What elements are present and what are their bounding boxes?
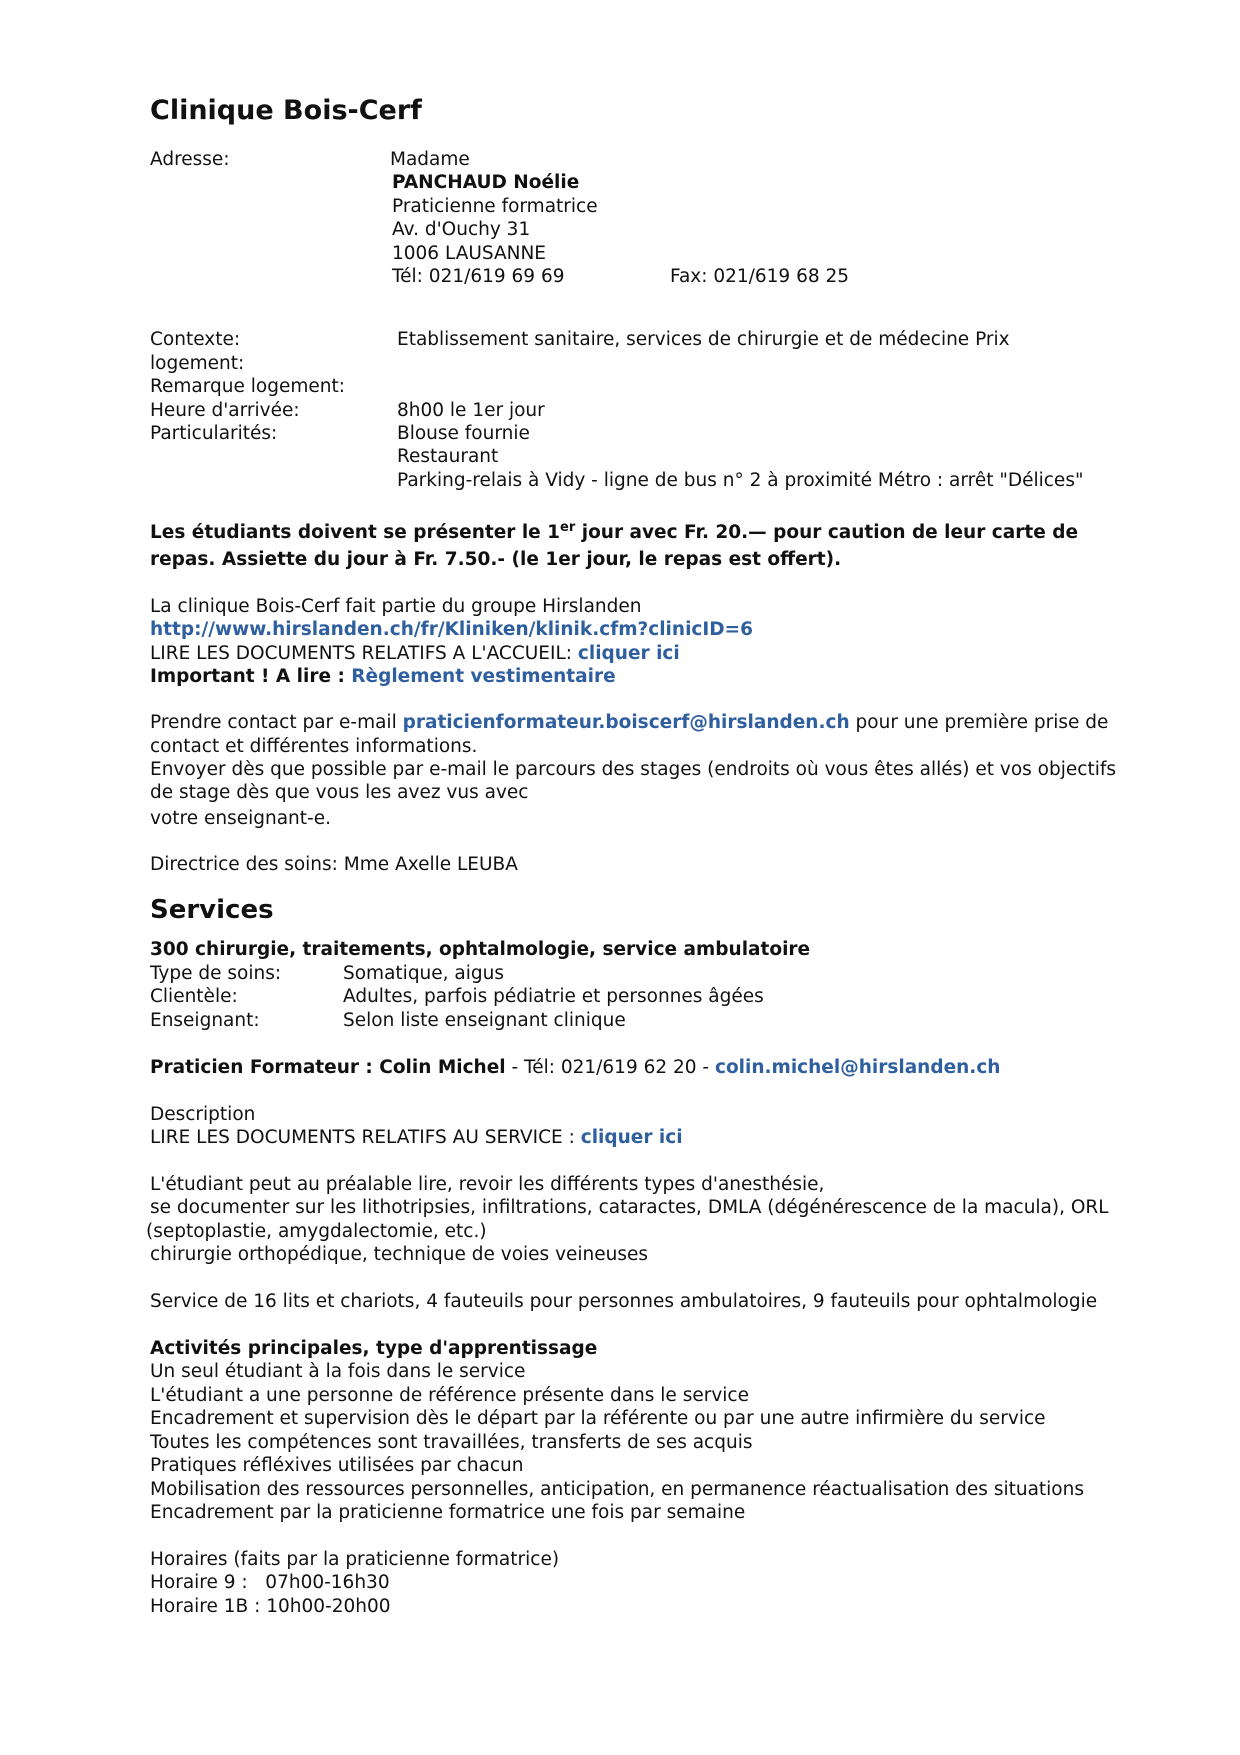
dress-code-link[interactable]: Règlement vestimentaire (351, 666, 616, 687)
caution-notice-line2: repas. Assiette du jour à Fr. 7.50.- (le 1er jour, le repas est offert). (150, 549, 842, 570)
clientele-label: Clientèle: (150, 986, 238, 1007)
activity-item: Encadrement et supervision dès le départ par la référente ou par une autre infirmière du service (150, 1408, 1046, 1429)
particularite-item: Blouse fournie (397, 423, 530, 444)
prep-line: chirurgie orthopédique, technique de voies veineuses (150, 1244, 649, 1265)
logement-label: logement: (150, 353, 245, 374)
address-fax: Fax: 021/619 68 25 (670, 266, 850, 287)
particularite-item: Restaurant (397, 446, 499, 467)
group-intro: La clinique Bois-Cerf fait partie du groupe Hirslanden (150, 596, 642, 617)
director-line: Directrice des soins: Mme Axelle LEUBA (150, 854, 518, 875)
service-docs-link[interactable]: cliquer ici (580, 1127, 683, 1148)
clinic-title: Clinique Bois-Cerf (150, 95, 422, 126)
contact-line3: Envoyer dès que possible par e-mail le parcours des stages (endroits où vous êtes allés) et vos objectifs (150, 759, 1116, 780)
activity-item: L'étudiant a une personne de référence présente dans le service (150, 1385, 749, 1406)
address-label: Adresse: (150, 149, 230, 170)
hours-item: Horaire 1B : 10h00-20h00 (150, 1596, 391, 1617)
type-soins-label: Type de soins: (150, 963, 282, 984)
praticien-formateur-line: Praticien Formateur : Colin Michel - Tél: 021/619 62 20 - colin.michel@hirslanden.ch (150, 1057, 1001, 1078)
arrival-label: Heure d'arrivée: (150, 400, 300, 421)
accueil-docs-link[interactable]: cliquer ici (577, 643, 680, 664)
address-role: Praticienne formatrice (392, 196, 598, 217)
hirslanden-url-link[interactable]: http://www.hirslanden.ch/fr/Kliniken/klinik.cfm?clinicID=6 (150, 619, 753, 640)
services-heading: Services (150, 895, 274, 925)
prep-line: (septoplastie, amygdalectomie, etc.) (146, 1221, 487, 1242)
activities-heading: Activités principales, type d'apprentissage (150, 1338, 598, 1359)
activity-item: Pratiques réfléxives utilisées par chacun (150, 1455, 524, 1476)
contact-line5: votre enseignant-e. (150, 808, 331, 829)
contexte-value: Etablissement sanitaire, services de chirurgie et de médecine Prix (397, 329, 1010, 350)
activity-item: Un seul étudiant à la fois dans le service (150, 1361, 526, 1382)
address-name: PANCHAUD Noélie (392, 172, 580, 193)
praticien-email-link[interactable]: praticienformateur.boiscerf@hirslanden.ch (402, 712, 850, 733)
address-phone: Tél: 021/619 69 69 (392, 266, 565, 287)
enseignant-label: Enseignant: (150, 1010, 260, 1031)
capacity-line: Service de 16 lits et chariots, 4 fauteuils pour personnes ambulatoires, 9 fauteuils pour ophtalmologie (150, 1291, 1098, 1312)
hours-item: Horaire 9 : 07h00-16h30 (150, 1572, 390, 1593)
service-docs-line: LIRE LES DOCUMENTS RELATIFS AU SERVICE : cliquer ici (150, 1127, 683, 1148)
address-street: Av. d'Ouchy 31 (392, 219, 531, 240)
activity-item: Mobilisation des ressources personnelles, anticipation, en permanence réactualisation des situations (150, 1479, 1084, 1500)
particularites-label: Particularités: (150, 423, 278, 444)
enseignant-value: Selon liste enseignant clinique (343, 1010, 626, 1031)
contexte-label: Contexte: (150, 329, 241, 350)
activity-item: Toutes les compétences sont travaillées, transferts de ses acquis (150, 1432, 753, 1453)
accueil-docs-line: LIRE LES DOCUMENTS RELATIFS A L'ACCUEIL: cliquer ici (150, 643, 680, 664)
address-city: 1006 LAUSANNE (392, 243, 546, 264)
contact-line1: Prendre contact par e-mail praticienformateur.boiscerf@hirslanden.ch pour une première prise de (150, 712, 1109, 733)
contact-line4: de stage dès que vous les avez vus avec (150, 782, 529, 803)
remarque-logement-label: Remarque logement: (150, 376, 345, 397)
arrival-value: 8h00 le 1er jour (397, 400, 545, 421)
activity-item: Encadrement par la praticienne formatrice une fois par semaine (150, 1502, 746, 1523)
particularite-item: Parking-relais à Vidy - ligne de bus n° 2 à proximité Métro : arrêt "Délices" (397, 470, 1084, 491)
address-salutation: Madame (390, 149, 470, 170)
prep-line: L'étudiant peut au préalable lire, revoir les différents types d'anesthésie, (150, 1174, 825, 1195)
important-line: Important ! A lire : Règlement vestimentaire (150, 666, 616, 687)
hours-heading: Horaires (faits par la praticienne formatrice) (150, 1549, 560, 1570)
praticien-formateur-email-link[interactable]: colin.michel@hirslanden.ch (715, 1057, 1001, 1078)
clientele-value: Adultes, parfois pédiatrie et personnes âgées (343, 986, 764, 1007)
caution-notice-line1: Les étudiants doivent se présenter le 1er jour avec Fr. 20.— pour caution de leur carte de (150, 519, 1078, 543)
description-label: Description (150, 1104, 256, 1125)
prep-line: se documenter sur les lithotripsies, infiltrations, cataractes, DMLA (dégénérescence de la macula), ORL (150, 1197, 1109, 1218)
contact-line2: contact et différentes informations. (150, 736, 478, 757)
type-soins-value: Somatique, aigus (343, 963, 505, 984)
services-subheading: 300 chirurgie, traitements, ophtalmologie, service ambulatoire (150, 939, 811, 960)
